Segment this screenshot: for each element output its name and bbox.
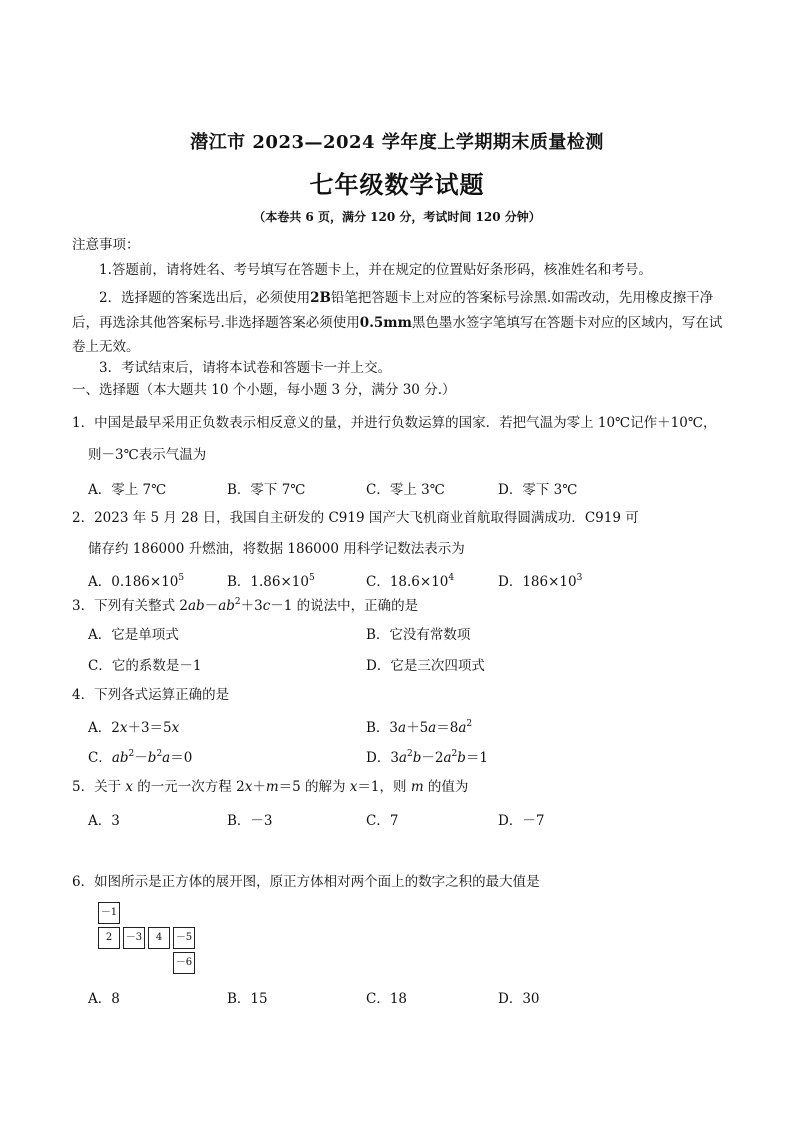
q6-option-b: B．15 bbox=[227, 991, 268, 1007]
q5-option-c: C．7 bbox=[366, 813, 399, 829]
note-item-2: 2．选择题的答案选出后，必须使用2B铅笔把答题卡上对应的答案标号涂黑.如需改动，先用橡皮擦干净后，再选涂其他答案标号.非选择题答案必须使用0.5mm黑色墨水签字笔填写在答题卡对应的区域内，写在试卷上无效。 bbox=[72, 290, 723, 355]
q3-stem: 3．下列有关整式 $2ab-ab^2+3c-1$ 的说法中，正确的是 bbox=[72, 597, 419, 614]
net-face-1: 2 bbox=[98, 927, 120, 949]
q1-option-b: B．零下 7℃ bbox=[227, 482, 306, 498]
q2-option-d: D．$186\times 10^3$ bbox=[498, 573, 583, 590]
note-item-1: 1.答题前，请将姓名、考号填写在答题卡上，并在规定的位置贴好条形码，核准姓名和考号。 bbox=[99, 262, 652, 278]
q5-option-d: D．－7 bbox=[498, 813, 545, 829]
q2-option-c: C．$18.6\times 10^4$ bbox=[366, 573, 455, 590]
q3-option-b: B．它没有常数项 bbox=[366, 627, 471, 643]
q6-option-a: A．8 bbox=[88, 991, 120, 1007]
q5-option-b: B．－3 bbox=[227, 813, 273, 829]
q2-option-a: A．$0.186\times 10^5$ bbox=[88, 573, 185, 590]
q3-option-a: A．它是单项式 bbox=[88, 627, 179, 643]
q5-stem: 5．关于 x 的一元一次方程 2x＋m＝5 的解为 x＝1，则 m 的值为 bbox=[72, 779, 469, 795]
q1-option-a: A．零上 7℃ bbox=[88, 482, 167, 498]
q2-stem-line1: 2．2023 年 5 月 28 日，我国自主研发的 C919 国产大飞机商业首航取得圆满成功．C919 可 bbox=[72, 510, 639, 526]
net-face-4: －5 bbox=[173, 927, 195, 949]
q6-stem: 6．如图所示是正方体的展开图，原正方体相对两个面上的数字之积的最大值是 bbox=[72, 874, 540, 890]
q4-option-c: C．$ab^2-b^2a=0$ bbox=[88, 749, 193, 766]
q1-option-c: C．零上 3℃ bbox=[366, 482, 445, 498]
cube-net-figure bbox=[98, 902, 198, 974]
q3-option-c: C．它的系数是－1 bbox=[88, 658, 202, 674]
net-face-top: －1 bbox=[98, 902, 120, 924]
q1-stem-line1: 1．中国是最早采用正负数表示相反意义的量，并进行负数运算的国家．若把气温为零上 10℃记作＋10℃， bbox=[72, 415, 717, 431]
exam-info: （本卷共 6 页，满分 120 分，考试时间 120 分钟） bbox=[253, 210, 541, 224]
note-item-3: 3．考试结束后，请将本试卷和答题卡一并上交。 bbox=[99, 360, 392, 376]
q1-option-d: D．零下 3℃ bbox=[498, 482, 578, 498]
q2-stem-line2: 储存约 186000 升燃油，将数据 186000 用科学记数法表示为 bbox=[88, 541, 465, 557]
q5-option-a: A．3 bbox=[88, 813, 120, 829]
exam-subject: 七年级数学试题 bbox=[309, 170, 485, 199]
q4-stem: 4．下列各式运算正确的是 bbox=[72, 687, 230, 703]
section-heading: 一、选择题（本大题共 10 个小题，每小题 3 分，满分 30 分.） bbox=[72, 382, 456, 398]
q3-option-d: D．它是三次四项式 bbox=[366, 658, 485, 674]
net-face-3: 4 bbox=[148, 927, 170, 949]
notes-title: 注意事项： bbox=[72, 237, 140, 253]
q6-option-c: C．18 bbox=[366, 991, 408, 1007]
q4-option-a: A．2x＋3＝5x bbox=[88, 720, 180, 736]
exam-title: 潜江市 2023—2024 学年度上学期期末质量检测 bbox=[190, 132, 604, 153]
net-face-bottom: －6 bbox=[173, 952, 195, 974]
net-face-2: －3 bbox=[123, 927, 145, 949]
q6-option-d: D．30 bbox=[498, 991, 540, 1007]
q1-stem-line2: 则－3℃表示气温为 bbox=[88, 447, 207, 463]
q2-option-b: B．$1.86\times 10^5$ bbox=[227, 573, 315, 590]
q4-option-d: D．$3a^2b-2a^2b=1$ bbox=[366, 749, 489, 766]
q4-option-b: B．$3a+5a=8a^2$ bbox=[366, 719, 473, 736]
